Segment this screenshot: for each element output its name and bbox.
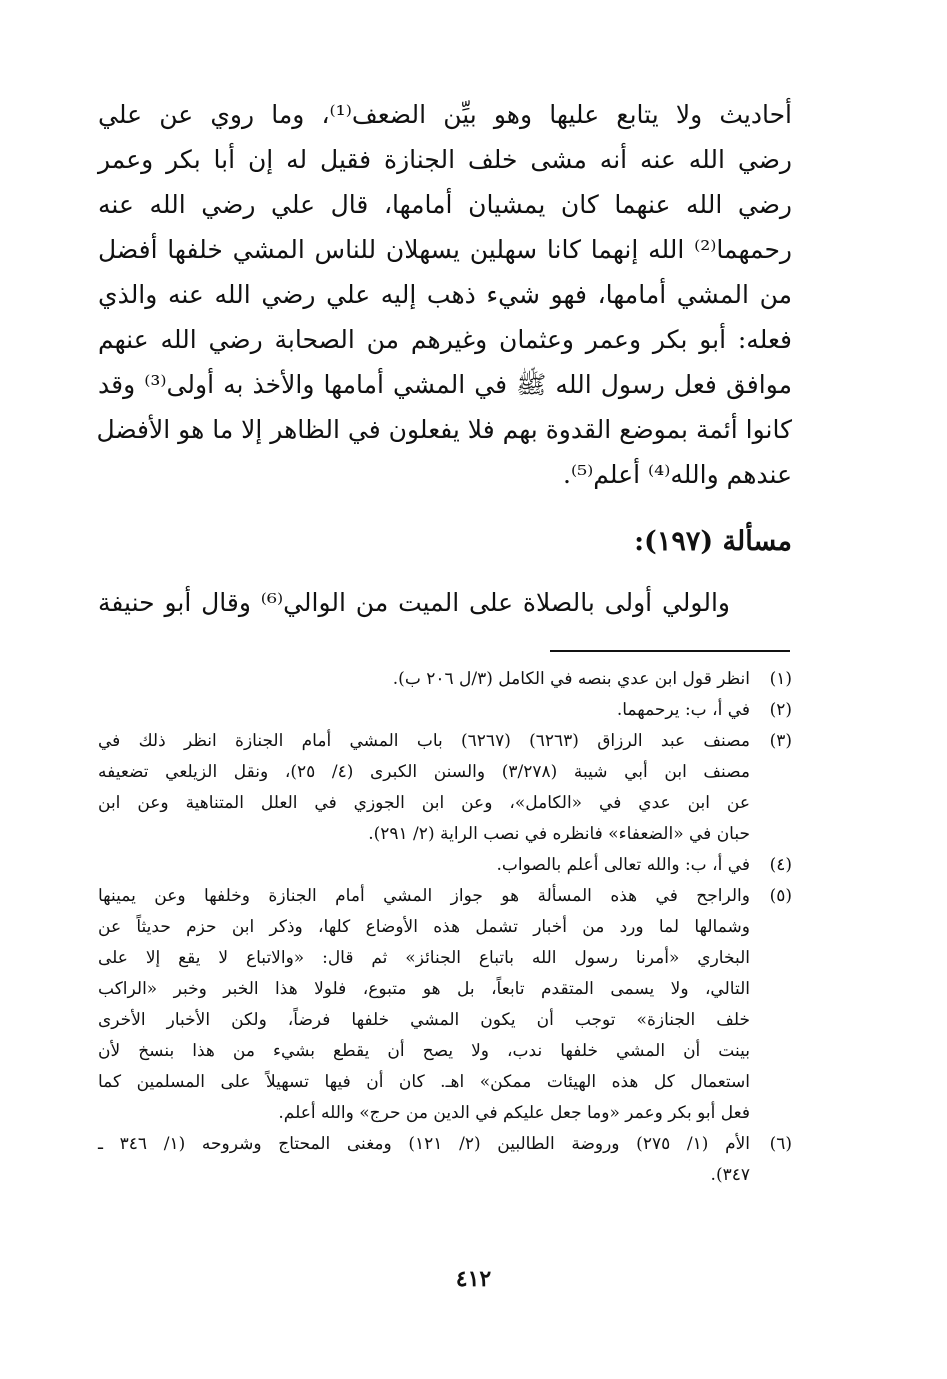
footnote-line: ٣٤٧). [710,1165,750,1185]
footnote-line: عن ابن عدي في «الكامل»، وعن ابن الجوزي في العلل المتناهية وعن ابن [98,793,750,813]
footnote-line: في أ، ب: والله تعالى أعلم بالصواب. [496,855,750,875]
footnote-line: بينت أن المشي خلفها ندب، ولا يصح أن يقطع بشيء من هذا بنسخ لأن [98,1041,750,1061]
footnote-line: خلف الجنازة» توجب أن يكون المشي خلفها فرضاً، ولكن الأخبار الأخرى [98,1010,750,1030]
page-number: ٤١٢ [455,1266,492,1292]
footnote-line: التالي، ولا يسمى المتقدم تابعاً، بل هو متبوع، فلولا هذا الخبر وخبر «الراكب [98,979,750,999]
main-paragraph-line: أحاديث ولا يتابع عليها وهو بيِّن الضعف⁽¹⁾، وما روي عن علي [98,100,792,129]
footnote-line: الأم (١/ ٢٧٥) وروضة الطالبين (٢/ ١٢١) ومغنى المحتاج وشروحه (١/ ٣٤٦ ـ [98,1134,751,1154]
main-paragraph-line: رضي الله عنهما كان يمشيان أمامها، قال علي رضي الله عنه [98,190,792,219]
footnote-item [98,695,792,726]
footnote-line: وشمالها لما ورد من أخبار تشمل هذه الأوضاع كلها، وذكر ابن حزم حديثاً عن [98,917,750,937]
footnote-body [98,850,750,881]
footnote-separator [550,650,790,652]
footnote-number: (١) [769,669,792,689]
footnote-body [98,664,750,695]
footnote-item [98,881,792,1129]
footnote-line: مصنف ابن أبي شيبة (٣/٢٧٨) والسنن الكبرى (٤/ ٢٥)، ونقل الزيلعي تضعيفه [98,762,750,782]
main-paragraph-line: فعله: أبو بكر وعمر وعثمان وغيرهم من الصحابة رضي الله عنهم [98,325,792,354]
main-paragraph-line: رحمهما⁽²⁾ الله إنهما كانا سهلين يسهلان للناس المشي خلفها أفضل [98,235,792,264]
footnote-number: (٦) [769,1134,792,1154]
footnote-number: (٣) [769,731,792,751]
footnote-number: (٢) [769,700,792,720]
footnote-number: (٥) [769,886,792,906]
main-paragraph-line: عندهم والله⁽⁴⁾ أعلم⁽⁵⁾. [563,460,792,489]
footnote-line: فعل أبو بكر وعمر «وما جعل عليكم في الدين من حرج» والله أعلم. [278,1103,750,1123]
main-paragraph-line: كانوا أئمة بموضع القدوة بهم فلا يفعلون في الظاهر إلا ما هو الأفضل [96,415,792,444]
footnote-number: (٤) [769,855,792,875]
footnote-line: البخاري «أمرنا رسول الله باتباع الجنائز» ثم قال: «والاتباع لا يقع إلا على [98,948,750,968]
footnote-body [98,726,750,850]
footnote-item [98,664,792,695]
main-paragraph-line: من المشي أمامها، فهو شيء ذهب إليه علي رضي الله عنه والذي [98,280,792,309]
footnote-line: استعمال كل هذه الهيئات ممكن» اهـ. كان أن فيها تسهيلاً على المسلمين كما [98,1072,750,1092]
footnotes [98,664,792,1191]
footnote-item [98,850,792,881]
issue-heading: مسألة (١٩٧): [634,526,792,557]
footnote-body [98,695,750,726]
footnote-item [98,1129,792,1191]
footnote-line: انظر قول ابن عدي بنصه في الكامل (٣/ل ٢٠٦ ب). [392,669,750,689]
footnote-line: مصنف عبد الرزاق (٦٢٦٣) (٦٢٦٧) باب المشي أمام الجنازة انظر ذلك في [98,731,750,751]
footnote-body [98,1129,750,1191]
footnote-body [98,881,750,1129]
issue-opening-line: والولي أولى بالصلاة على الميت من الوالي⁽⁶⁾ وقال أبو حنيفة [98,588,730,617]
footnote-line: في أ، ب: يرحمهما. [616,700,750,720]
footnote-item [98,726,792,850]
main-paragraph-line: رضي الله عنه أنه مشى خلف الجنازة فقيل له إن أبا بكر وعمر [98,145,792,174]
footnote-line: حبان في «الضعفاء» فانظره في نصب الراية (٢/ ٢٩١). [368,824,750,844]
main-paragraph-line: موافق فعل رسول الله ﷺ في المشي أمامها والأخذ به أولى⁽³⁾ وقد [98,370,793,399]
footnote-line: والراجح في هذه المسألة هو جواز المشي أمام الجنازة وخلفها وعن يمينها [98,886,750,906]
main-paragraph [98,92,792,497]
